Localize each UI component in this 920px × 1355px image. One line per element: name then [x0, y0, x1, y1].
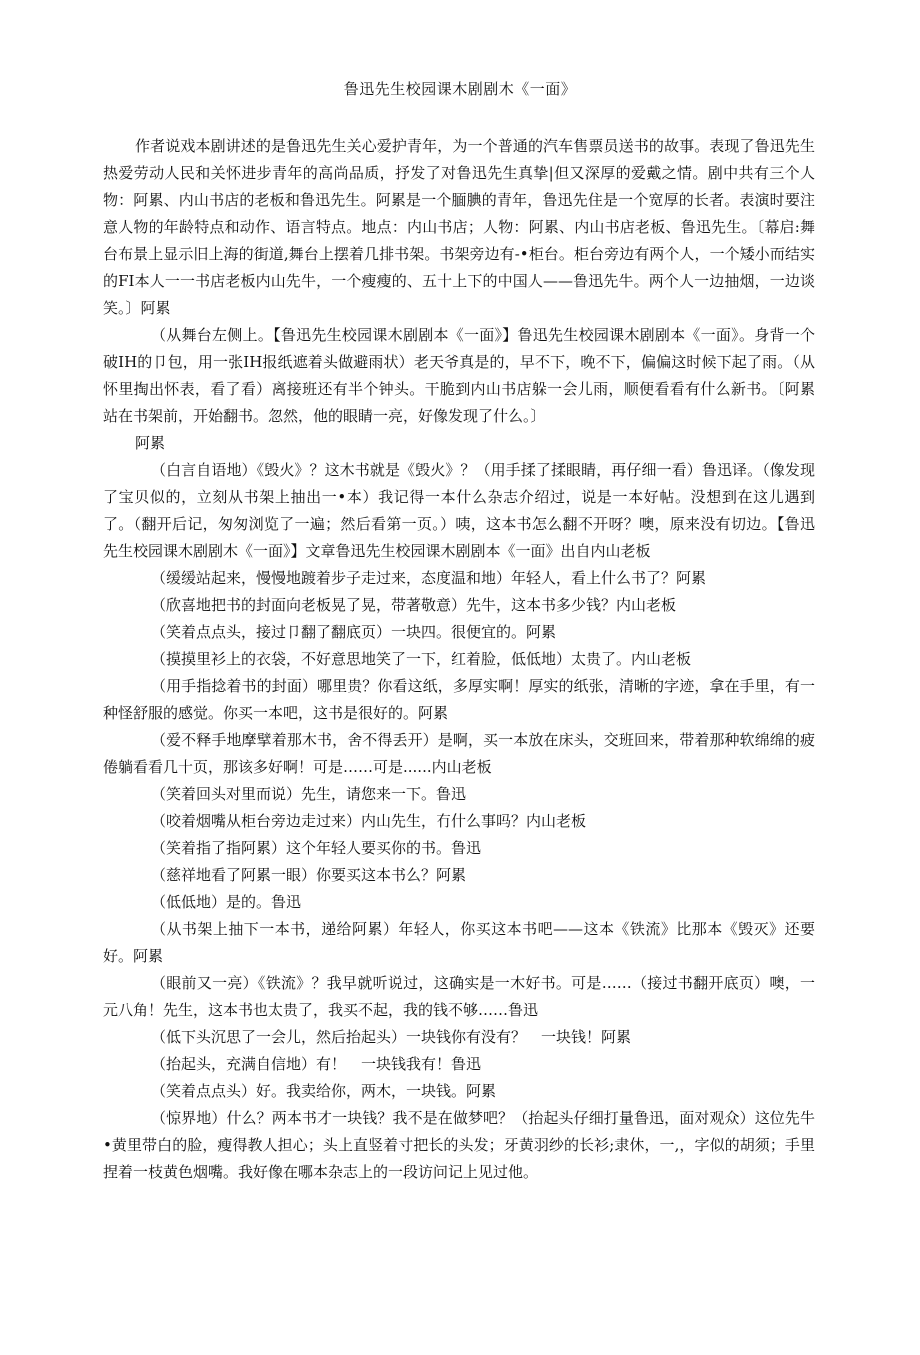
paragraph: 作者说戏本剧讲述的是鲁迅先生关心爱护青年，为一个普通的汽车售票员送书的故事。表现了鲁迅先生热爱劳动人民和关怀进步青年的高尚品质，抒发了对鲁迅先生真挚|但又深厚的爱戴之情。剧中共有三个人物：阿累、内山书店的老板和鲁迅先生。阿累是一个腼腆的青年，鲁迅先住是一个宽厚的长者。表演时要注意人物的年龄特点和动作、语言特点。地点：内山书店；人物：阿累、内山书店老板、鲁迅先生。〔幕启:舞台布景上显示旧上海的街道,舞台上摆着几排书架。书架旁边有-•柜台。柜台旁边有两个人，一个矮小而结实的FI本人一一书店老板内山先牛，一个瘦瘦的、五十上下的中国人——鲁迅先牛。两个人一边抽烟，一边谈笑。〕阿累 [103, 137, 815, 317]
document-body [103, 133, 815, 1186]
document-title: 鲁迅先生校园课木剧剧木《一面》 [343, 80, 577, 98]
paragraph: （摸摸里衫上的衣袋，不好意思地笑了一下，红着脸，低低地）太贵了。内山老板 [151, 650, 692, 668]
paragraph: （咬着烟嘴从柜台旁边走过来）内山先生，冇什么事吗？内山老板 [151, 812, 587, 830]
paragraph: （从书架上抽下一本书，递给阿累）年轻人，你买这本书吧——这本《铁流》比那本《毁灭》还要好。阿累 [103, 920, 815, 965]
paragraph: （笑着指了指阿累）这个年轻人要买你的书。鲁迅 [151, 839, 482, 857]
paragraph: （白言自语地）《毁火》？这木书就是《毁火》？（用手揉了揉眼睛，再仔细一看）鲁迅译。（像发现了宝贝似的，立刻从书架上抽出一•本）我记得一本什么杂志介绍过，说是一本好帖。没想到在这儿遇到了。（翻开后记，匆匆浏览了一遍；然后看第一页。）咦，这本书怎么翻不开呀？噢，原来没有切边。【鲁迅先生校园课木剧剧木《一面》】文章鲁迅先生校园课木剧剧本《一面》出自内山老板 [103, 461, 815, 560]
paragraph: （笑着点点头）好。我卖给你，两木，一块钱。阿累 [151, 1082, 497, 1100]
paragraph: （缓缓站起来，慢慢地踱着步子走过来，态度温和地）年轻人，看上什么书了？阿累 [151, 569, 707, 587]
paragraph: 阿累 [135, 434, 166, 452]
paragraph: （惊界地）什么？两本书才一块钱？我不是在做梦吧？（抬起头仔细打量鲁迅，面对观众）这位先牛•黄里带白的脸，瘦得教人担心；头上直竖着寸把长的头发；牙黄羽纱的长衫;隶休，一,，字似的胡须；手里捏着一枝黄色烟嘴。我好像在哪本杂志上的一段访问记上见过他。 [103, 1109, 815, 1181]
paragraph: （欣喜地把书的封面向老板晃了晃，带著敬意）先牛，这本书多少钱？内山老板 [151, 596, 677, 614]
paragraph: （慈祥地看了阿累一眼）你要买这本书么？阿累 [151, 866, 467, 884]
paragraph: （用手指捻着书的封面）哪里贵？你看这纸，多厚实啊！厚实的纸张，清晰的字迹，拿在手里，有一种怪舒服的感觉。你买一本吧，这书是很好的。阿累 [103, 677, 815, 722]
paragraph: （眼前又一亮）《铁流》？我早就听说过，这确实是一木好书。可是……（接过书翻开底页）噢，一元八角！先生，这本书也太贵了，我买不起，我的钱不够……鲁迅 [103, 974, 815, 1019]
paragraph: （从舞台左侧上。【鲁迅先生校园课木剧剧本《一面》】鲁迅先生校园课木剧剧本《一面》。身背一个破IH的卩包，用一张IH报纸遮着头做避雨状）老天爷真是的，早不下，晚不下，偏偏这时候下起了雨。（从怀里掏出怀表，看了看）离接班还有半个钟头。干脆到内山书店躲一会儿雨，顺便看看有什么新书。〔阿累站在书架前，开始翻书。忽然，他的眼睛一亮，好像发现了什么。〕 [103, 326, 815, 425]
paragraph: （笑着点点头，接过卩翻了翻底页）一块四。很便宜的。阿累 [151, 623, 557, 641]
paragraph: （笑着回头对里而说）先生，请您来一下。鲁迅 [151, 785, 467, 803]
paragraph: （低下头沉思了一会儿，然后抬起头）一块钱你有没有？ 一块钱！阿累 [151, 1028, 632, 1046]
paragraph: （爱不释手地摩擘着那木书，舍不得丢开）是啊，买一本放在床头，交班回来，带着那种软绵绵的疲倦躺看看几十页，那该多好啊！可是……可是......内山老板 [103, 731, 815, 776]
paragraph: （低低地）是的。鲁迅 [151, 893, 302, 911]
paragraph: （抬起头，充满自信地）有！ 一块钱我有！鲁迅 [151, 1055, 482, 1073]
